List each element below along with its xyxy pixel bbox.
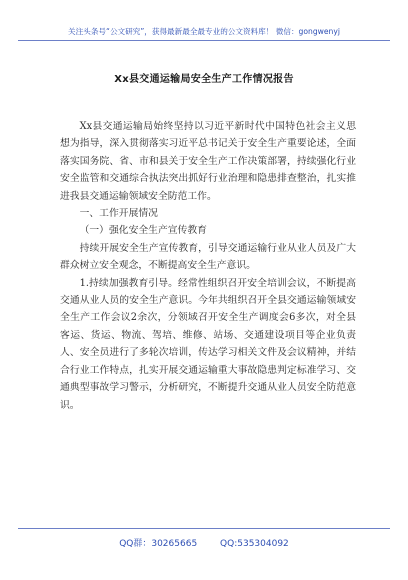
footer-divider	[18, 528, 390, 529]
page-header	[0, 0, 408, 40]
intro-paragraph: Xx县交通运输局始终坚持以习近平新时代中国特色社会主义思想为指导，深入贯彻落实习近平总书记关于安全生产重要论述，全面落实国务院、省、市和县关于安全生产工作决策部署，持续强化行业安全监管和交通综合执法突出抓好行业治理和隐患排查整治，扎实推进我县交通运输领域安全防范工作。	[60, 121, 356, 202]
document-title: Xx县交通运输局安全生产工作情况报告	[114, 74, 294, 85]
subsection-heading: （一）强化安全生产宣传教育	[79, 225, 207, 237]
header-divider	[18, 40, 390, 41]
body-paragraph: 持续开展安全生产宣传教育，引导交通运输行业从业人员及广大群众树立安全观念，不断提高安全生产意识。	[60, 242, 356, 272]
footer-contact: QQ群：30265665 QQ:535304092	[119, 539, 289, 549]
document-body	[60, 118, 356, 414]
body-paragraph: 1.持续加强教育引导。经常性组织召开安全培训会议，不断提高交通从业人员的安全生产意识。今年共组织召开全县交通运输领域安全生产工作会议2余次，分领域召开安全生产调度会6多次，对全县客运、货运、物流、驾培、维修、站场、交通建设项目等企业负责人、安全员进行了多轮次培训，传达学习相关文件及会议精神，并结合行业工作特点，扎实开展交通运输重大事故隐患判定标准学习、交通典型事故学习警示，分析研究，不断提升交通从业人员安全防范意识。	[60, 277, 356, 411]
header-banner: 关注头条号“公文研究”，获得最新最全最专业的公文资料库！ 微信：gongwenyj	[68, 27, 340, 36]
page-footer	[0, 528, 408, 580]
section-heading: 一、工作开展情况	[79, 208, 158, 220]
